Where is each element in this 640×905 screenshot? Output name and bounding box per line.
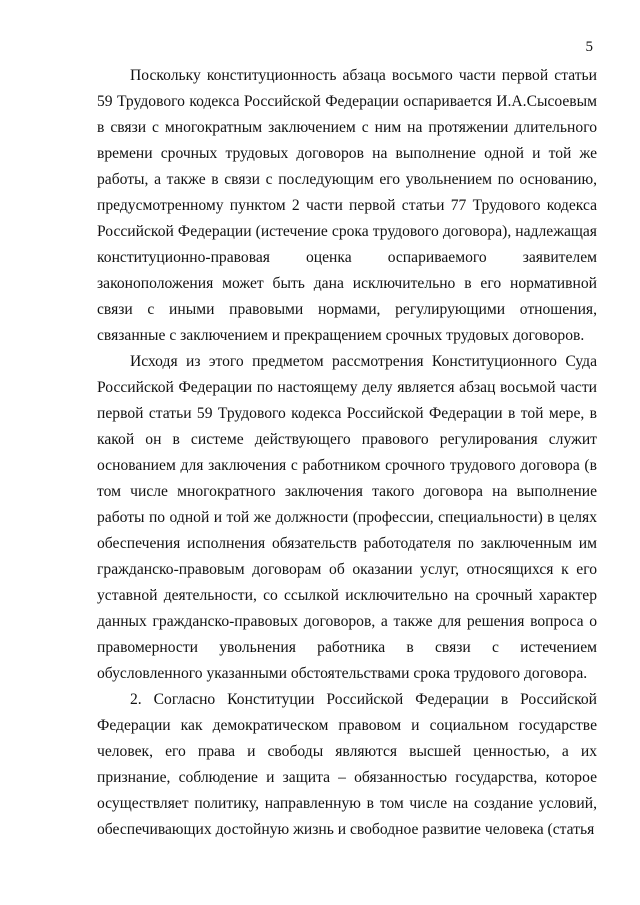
paragraph-constitutionality-challenge: Поскольку конституционность абзаца восьмого части первой статьи 59 Трудового кодекса Российской Федерации оспаривается И.А.Сысоевым в связи с многократным заключением с ним на протяжении длительного времени срочных трудовых договоров на выполнение одной и той же работы, а также в связи с последующим его увольнением по основанию, предусмотренному пунктом 2 части первой статьи 77 Трудового кодекса Российской Федерации (истечение срока трудового договора), надлежащая конституционно-правовая оценка оспариваемого заявителем законоположения может быть дана исключительно в его нормативной связи с иными правовыми нормами, регулирующими отношения, связанные с заключением и прекращением срочных трудовых договоров. xyxy=(97,67,597,344)
paragraph-subject-of-review: Исходя из этого предметом рассмотрения Конституционного Суда Российской Федерации по настоящему делу является абзац восьмой части первой статьи 59 Трудового кодекса Российской Федерации в той мере, в какой он в системе действующего правового регулирования служит основанием для заключения с работником срочного трудового договора (в том числе многократного заключения такого договора на выполнение работы по одной и той же должности (профессии, специальности) в целях обеспечения исполнения обязательств работодателя по заключенным им гражданско-правовым договорам об оказании услуг, относящихся к его уставной деятельности, со ссылкой исключительно на срочный характер данных гражданско-правовых договоров, а также для решения вопроса о правомерности увольнения работника в связи с истечением обусловленного указанными обстоятельствами срока трудового договора. xyxy=(97,353,597,682)
page-number: 5 xyxy=(585,39,593,55)
document-body xyxy=(97,63,597,843)
paragraph-constitution-provisions: 2. Согласно Конституции Российской Федерации в Российской Федерации как демократическом правовом и социальном государстве человек, его права и свободы являются высшей ценностью, а их признание, соблюдение и защита – обязанностью государства, которое осуществляет политику, направленную в том числе на создание условий, обеспечивающих достойную жизнь и свободное развитие человека (статья xyxy=(97,691,597,838)
